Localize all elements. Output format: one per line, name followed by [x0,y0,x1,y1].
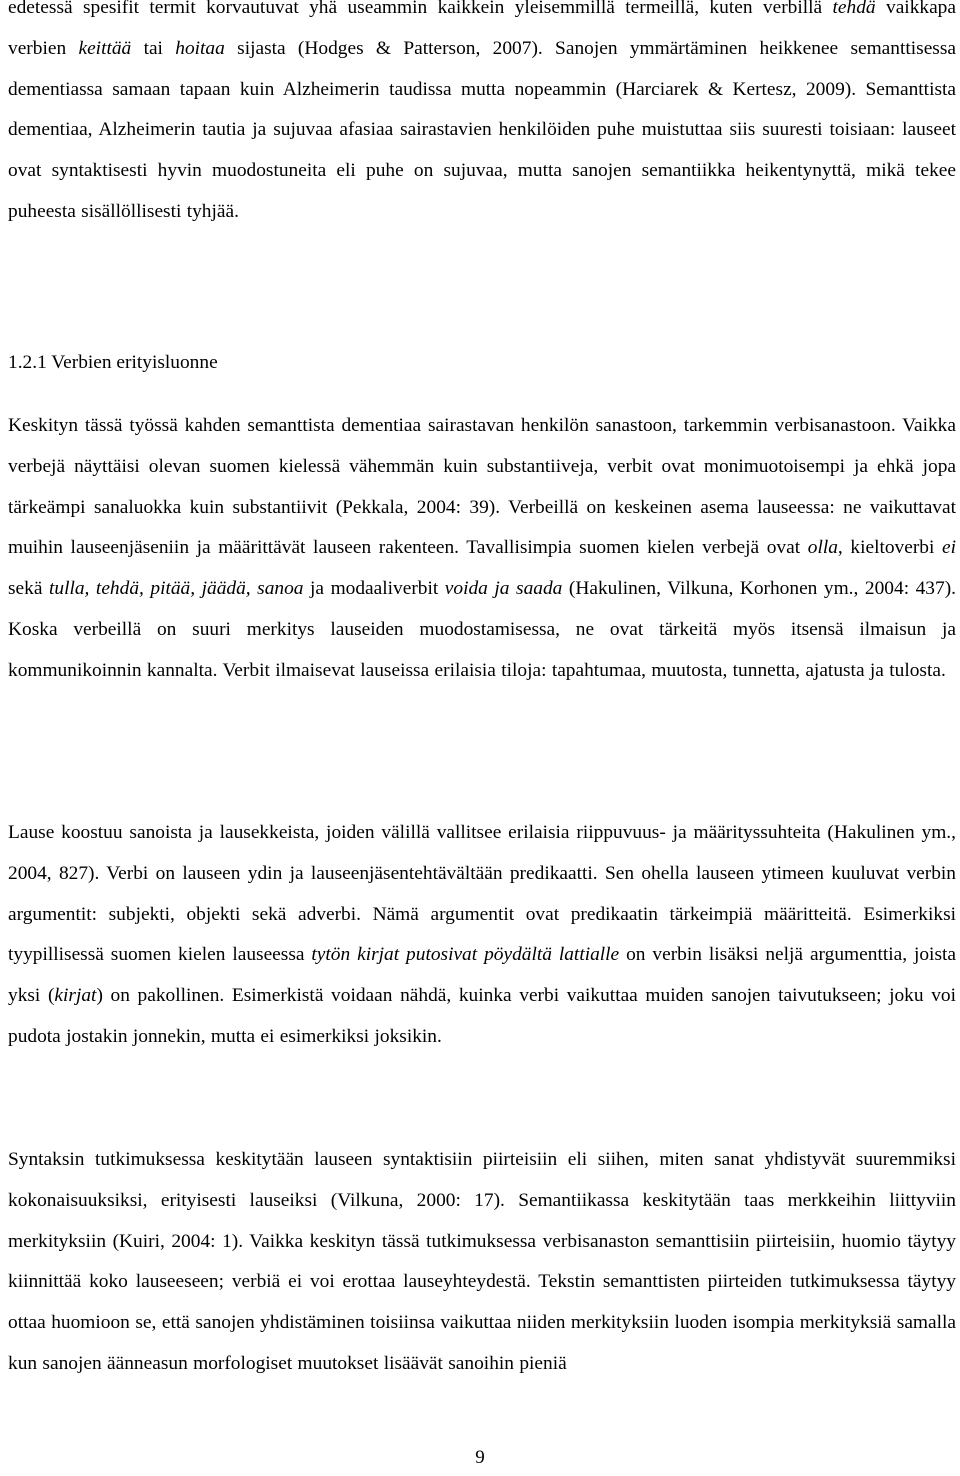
paragraph-text: edetessä spesifit termit korvautuvat yhä useammin kaikkein yleisemmillä termeillä, kuten verbillä [8,0,833,18]
italic-term: keittää [78,37,132,59]
italic-term: hoitaa [175,37,225,59]
italic-term: tehdä [832,0,876,18]
italic-term: voida ja saada [444,578,563,600]
paragraph-text: vaikkapa verbien [8,0,956,59]
paragraph-text: Lause koostuu sanoista ja lausekkeista, joiden välillä vallitsee erilaisia riippuvuus- ja määrityssuhteita (Hakulinen ym., 2004, 827). Verbi on lauseen ydin ja lauseenjäsentehtävältään predikaatti. Sen ohella lauseen ytimeen kuuluvat verbin argumentit: subjekti, objekti sekä adverbi. Nämä argumentit ovat predikaatin tärkeimpiä määritteitä. Esimerkiksi tyypillisessä suomen kielen lauseessa [8,822,956,966]
paragraph-text: on verbin lisäksi neljä argumenttia, joista yksi ( [8,944,956,1007]
paragraph-text: sekä [8,578,49,600]
section-heading: 1.2.1 Verbien erityisluonne [8,352,218,373]
paragraph-text: Keskityn tässä työssä kahden semanttista dementiaa sairastavan henkilön sanastoon, tarkemmin verbisanastoon. Vaikka verbejä näyttäisi olevan suomen kielessä vähemmän kuin substantiiveja, verbit ovat monimuotoisempi ja ehkä jopa tärkeämpi sanaluokka kuin substantiivit (Pekkala, 2004: 39). Verbeillä on keskeinen asema lauseessa: ne vaikuttavat muihin lauseenjäseniin ja määrittävät lauseen rakenteen. Tavallisimpia suomen kielen verbejä ovat [8,415,956,559]
page-number: 9 [475,1447,485,1468]
italic-term: kirjat [54,985,97,1007]
italic-term: ei [942,537,956,559]
italic-term: tytön kirjat putosivat pöydältä lattialle [311,944,620,966]
italic-term: tulla, tehdä, pitää, jäädä, sanoa [49,578,304,600]
paragraph-text: ja modaaliverbit [303,578,445,600]
paragraph-text: (Hakulinen, Vilkuna, Korhonen ym., 2004: 437). Koska verbeillä on suuri merkitys lauseiden muodostamisessa, ne ovat tärkeitä myös itsensä ilmaisun ja kommunikoinnin kannalta. Verbit ilmaisevat lauseissa erilaisia tiloja: tapahtumaa, muutosta, tunnetta, ajatusta ja tulosta. [8,578,957,681]
paragraph [8,813,956,1058]
paragraph [8,406,956,692]
paragraph [8,0,956,233]
paragraph-text: tai [131,37,176,59]
paragraph-text: , kieltoverbi [837,537,942,559]
paragraph [8,1140,956,1385]
paragraph-text: ) on pakollinen. Esimerkistä voidaan nähdä, kuinka verbi vaikuttaa muiden sanojen taivutukseen; joku voi pudota jostakin jonnekin, mutta ei esimerkiksi joksikin. [8,985,956,1047]
paragraph-text: Syntaksin tutkimuksessa keskitytään lauseen syntaktisiin piirteisiin eli siihen, miten sanat yhdistyvät suuremmiksi kokonaisuuksiksi, erityisesti lauseiksi (Vilkuna, 2000: 17). Semantiikassa keskitytään taas merkkeihin liittyviin merkityksiin (Kuiri, 2004: 1). Vaikka keskityn tässä tutkimuksessa verbisanaston semanttisiin piirteisiin, huomio täytyy kiinnittää koko lauseeseen; verbiä ei voi erottaa lauseyhteydestä. Tekstin semanttisten piirteiden tutkimuksessa täytyy ottaa huomioon se, että sanojen yhdistäminen toisiinsa vaikuttaa niiden merkityksiin luoden isompia merkityksiä samalla kun sanojen äänneasun morfologiset muutokset lisäävät sanoihin pieniä [8,1149,956,1374]
italic-term: olla [807,537,838,559]
paragraph-text: sijasta (Hodges & Patterson, 2007). Sanojen ymmärtäminen heikkenee semanttisessa dementiassa samaan tapaan kuin Alzheimerin taudissa mutta nopeammin (Harciarek & Kertesz, 2009). Semanttista dementiaa, Alzheimerin tautia ja sujuvaa afasiaa sairastavien henkilöiden puhe muistuttaa siis suuresti toisiaan: lauseet ovat syntaktisesti hyvin muodostuneita eli puhe on sujuvaa, mutta sanojen semantiikka heikentynyttä, mikä tekee puheesta sisällöllisesti tyhjää. [8,37,957,222]
